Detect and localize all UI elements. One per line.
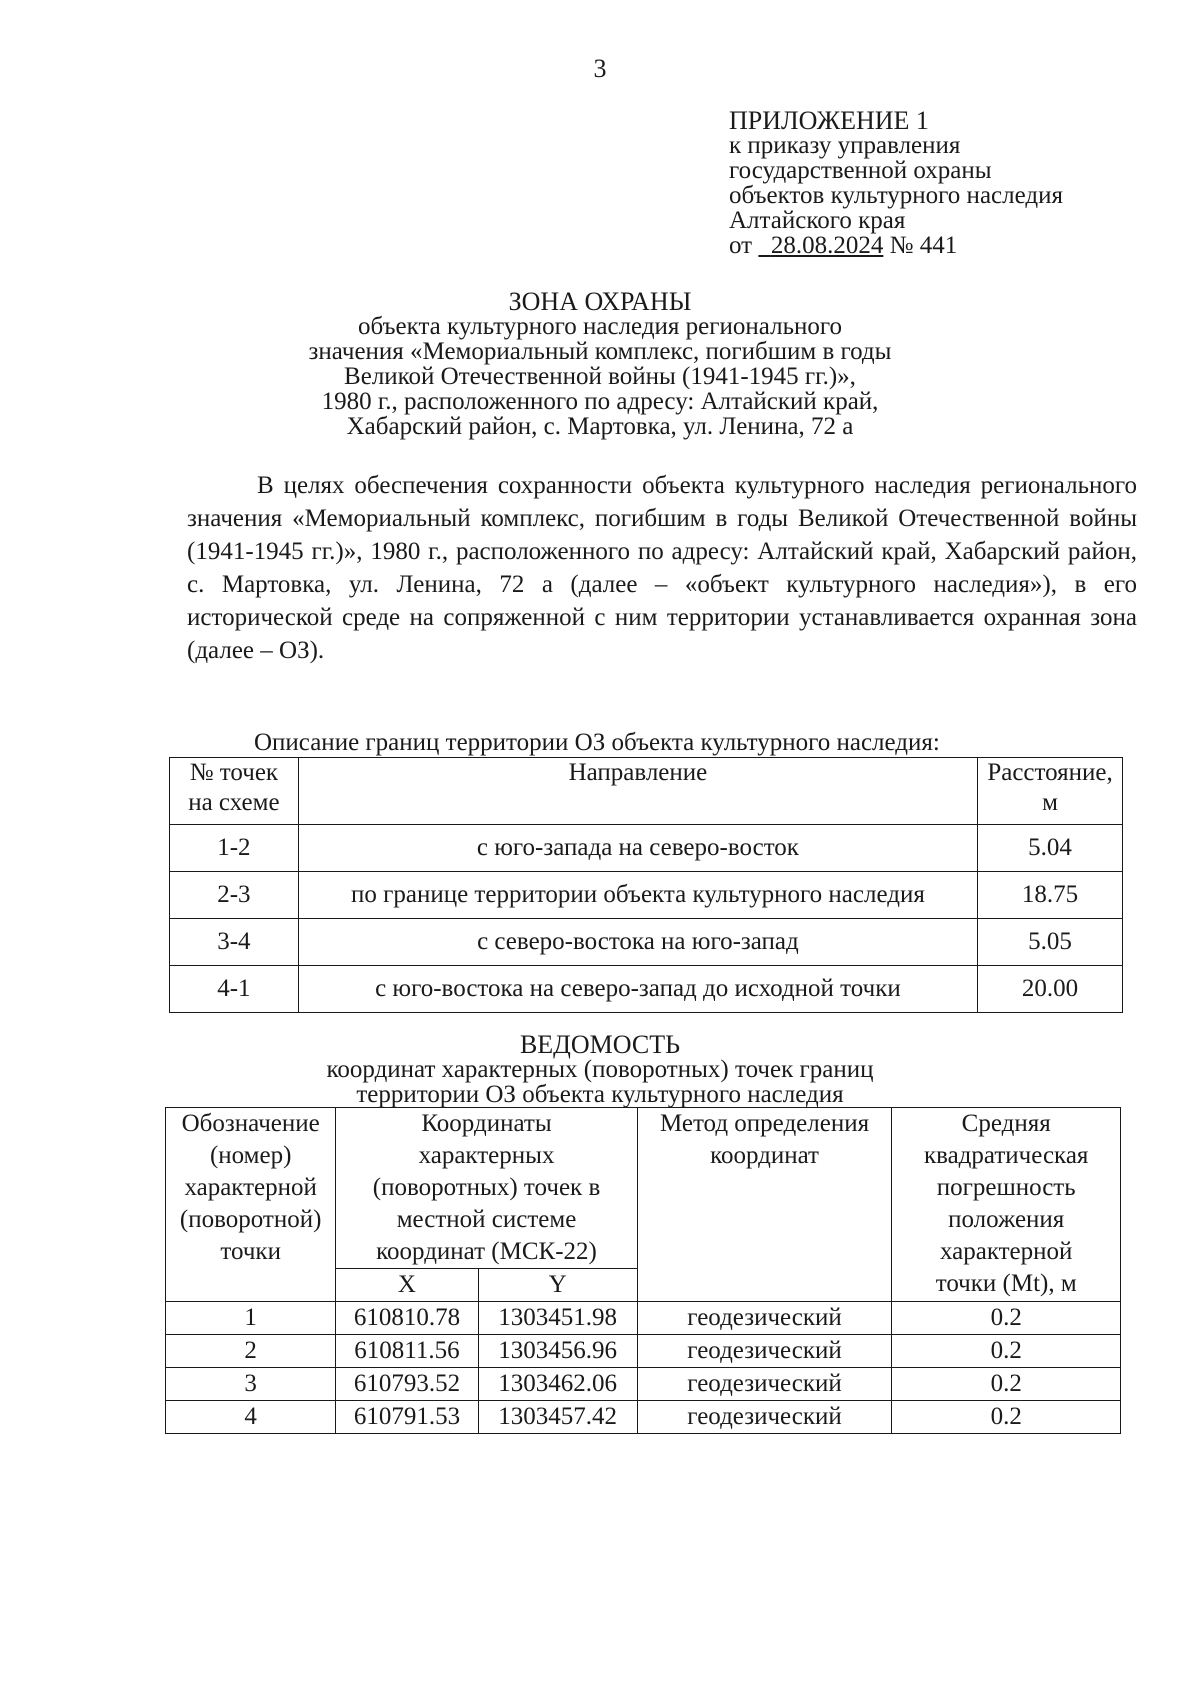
cell-x: 610791.53 — [336, 1401, 478, 1434]
title-line: Хабарский район, с. Мартовка, ул. Ленина, 72 а — [346, 413, 854, 440]
title-line: 1980 г., расположенного по адресу: Алтайский край, — [321, 388, 879, 415]
cell-error: 0.2 — [892, 1302, 1121, 1335]
table-row — [166, 1335, 1121, 1368]
document-title — [0, 289, 1200, 439]
cell-point-number: 2 — [166, 1335, 336, 1368]
cell-y: 1303456.96 — [478, 1335, 637, 1368]
appendix-line: к приказу управления — [729, 132, 961, 159]
cell-point-number: 4 — [166, 1401, 336, 1434]
table-row — [170, 872, 1123, 919]
boundaries-table — [169, 757, 1123, 1013]
table-row — [166, 1302, 1121, 1335]
table-row — [170, 919, 1123, 966]
boundaries-table-caption: Описание границ территории ОЗ объекта культурного наследия: — [254, 729, 940, 756]
appendix-line: объектов культурного наследия — [729, 182, 1063, 209]
cell-x: 610793.52 — [336, 1368, 478, 1401]
header-method: Метод определения координат — [637, 1108, 892, 1302]
header-points: № точек на схеме — [170, 758, 299, 825]
page-number: 3 — [593, 54, 607, 83]
table-header-row — [170, 758, 1123, 825]
header-error: Средняя квадратическая погрешность положения характерной точки (Mt), м — [892, 1108, 1121, 1302]
cell-direction: с северо-востока на юго-запад — [298, 919, 977, 966]
appendix-date-line — [729, 233, 1063, 258]
cell-direction: по границе территории объекта культурного наследия — [298, 872, 977, 919]
header-direction: Направление — [298, 758, 977, 825]
statement-subtitle: территории ОЗ объекта культурного наследия — [356, 1081, 844, 1108]
cell-point-number: 1 — [166, 1302, 336, 1335]
header-y: Y — [478, 1269, 637, 1302]
header-x: X — [336, 1269, 478, 1302]
appendix-line: государственной охраны — [729, 157, 992, 184]
statement-title: ВЕДОМОСТЬ — [519, 1030, 681, 1059]
cell-error: 0.2 — [892, 1368, 1121, 1401]
appendix-header — [729, 108, 1063, 258]
table-row — [166, 1401, 1121, 1434]
table-row — [170, 825, 1123, 872]
cell-y: 1303457.42 — [478, 1401, 637, 1434]
cell-points: 1-2 — [170, 825, 299, 872]
title-line: объекта культурного наследия регионального — [358, 313, 842, 340]
cell-y: 1303462.06 — [478, 1368, 637, 1401]
statement-subtitle: координат характерных (поворотных) точек границ — [326, 1056, 874, 1083]
cell-direction: с юго-запада на северо-восток — [298, 825, 977, 872]
title-line: значения «Мемориальный комплекс, погибшим в годы — [308, 338, 892, 365]
statement-title-block — [0, 1032, 1200, 1107]
cell-method: геодезический — [637, 1401, 892, 1434]
title-main: ЗОНА ОХРАНЫ — [508, 287, 692, 316]
cell-method: геодезический — [637, 1335, 892, 1368]
appendix-heading: ПРИЛОЖЕНИЕ 1 — [729, 106, 929, 135]
cell-points: 4-1 — [170, 966, 299, 1013]
table-row — [170, 966, 1123, 1013]
body-text — [187, 469, 1137, 667]
order-number: № 441 — [889, 232, 958, 259]
cell-x: 610810.78 — [336, 1302, 478, 1335]
cell-points: 3-4 — [170, 919, 299, 966]
body-paragraph: В целях обеспечения сохранности объекта культурного наследия регионального значения «Мемориальный комплекс, погибшим в годы Великой Отечественной войны (1941-1945 гг.)», 1980 г., расположенного по адресу: Алтайский край, Хабарский район, с. Мартовка, ул. Ленина, 72 а (далее – «объект культурного наследия»), в его исторической среде на сопряженной с ним территории устанавливается охранная зона (далее – ОЗ). — [187, 472, 1137, 664]
header-designation: Обозначение (номер) характерной (поворотной) точки — [166, 1108, 336, 1302]
date-prefix: от — [729, 232, 753, 259]
cell-distance: 20.00 — [978, 966, 1123, 1013]
cell-distance: 18.75 — [978, 872, 1123, 919]
coordinates-table — [165, 1107, 1121, 1434]
header-distance: Расстояние, м — [978, 758, 1123, 825]
table-row — [166, 1368, 1121, 1401]
order-date: 28.08.2024 — [770, 232, 884, 259]
cell-distance: 5.04 — [978, 825, 1123, 872]
title-line: Великой Отечественной войны (1941-1945 гг.)», — [344, 363, 856, 390]
cell-direction: с юго-востока на северо-запад до исходной точки — [298, 966, 977, 1013]
cell-method: геодезический — [637, 1368, 892, 1401]
cell-points: 2-3 — [170, 872, 299, 919]
cell-y: 1303451.98 — [478, 1302, 637, 1335]
cell-x: 610811.56 — [336, 1335, 478, 1368]
header-coordinates: Координаты характерных (поворотных) точек в местной системе координат (МСК-22) — [336, 1108, 637, 1269]
appendix-line: Алтайского края — [729, 207, 906, 234]
cell-error: 0.2 — [892, 1401, 1121, 1434]
cell-error: 0.2 — [892, 1335, 1121, 1368]
cell-method: геодезический — [637, 1302, 892, 1335]
table-header-row — [166, 1108, 1121, 1269]
cell-distance: 5.05 — [978, 919, 1123, 966]
cell-point-number: 3 — [166, 1368, 336, 1401]
